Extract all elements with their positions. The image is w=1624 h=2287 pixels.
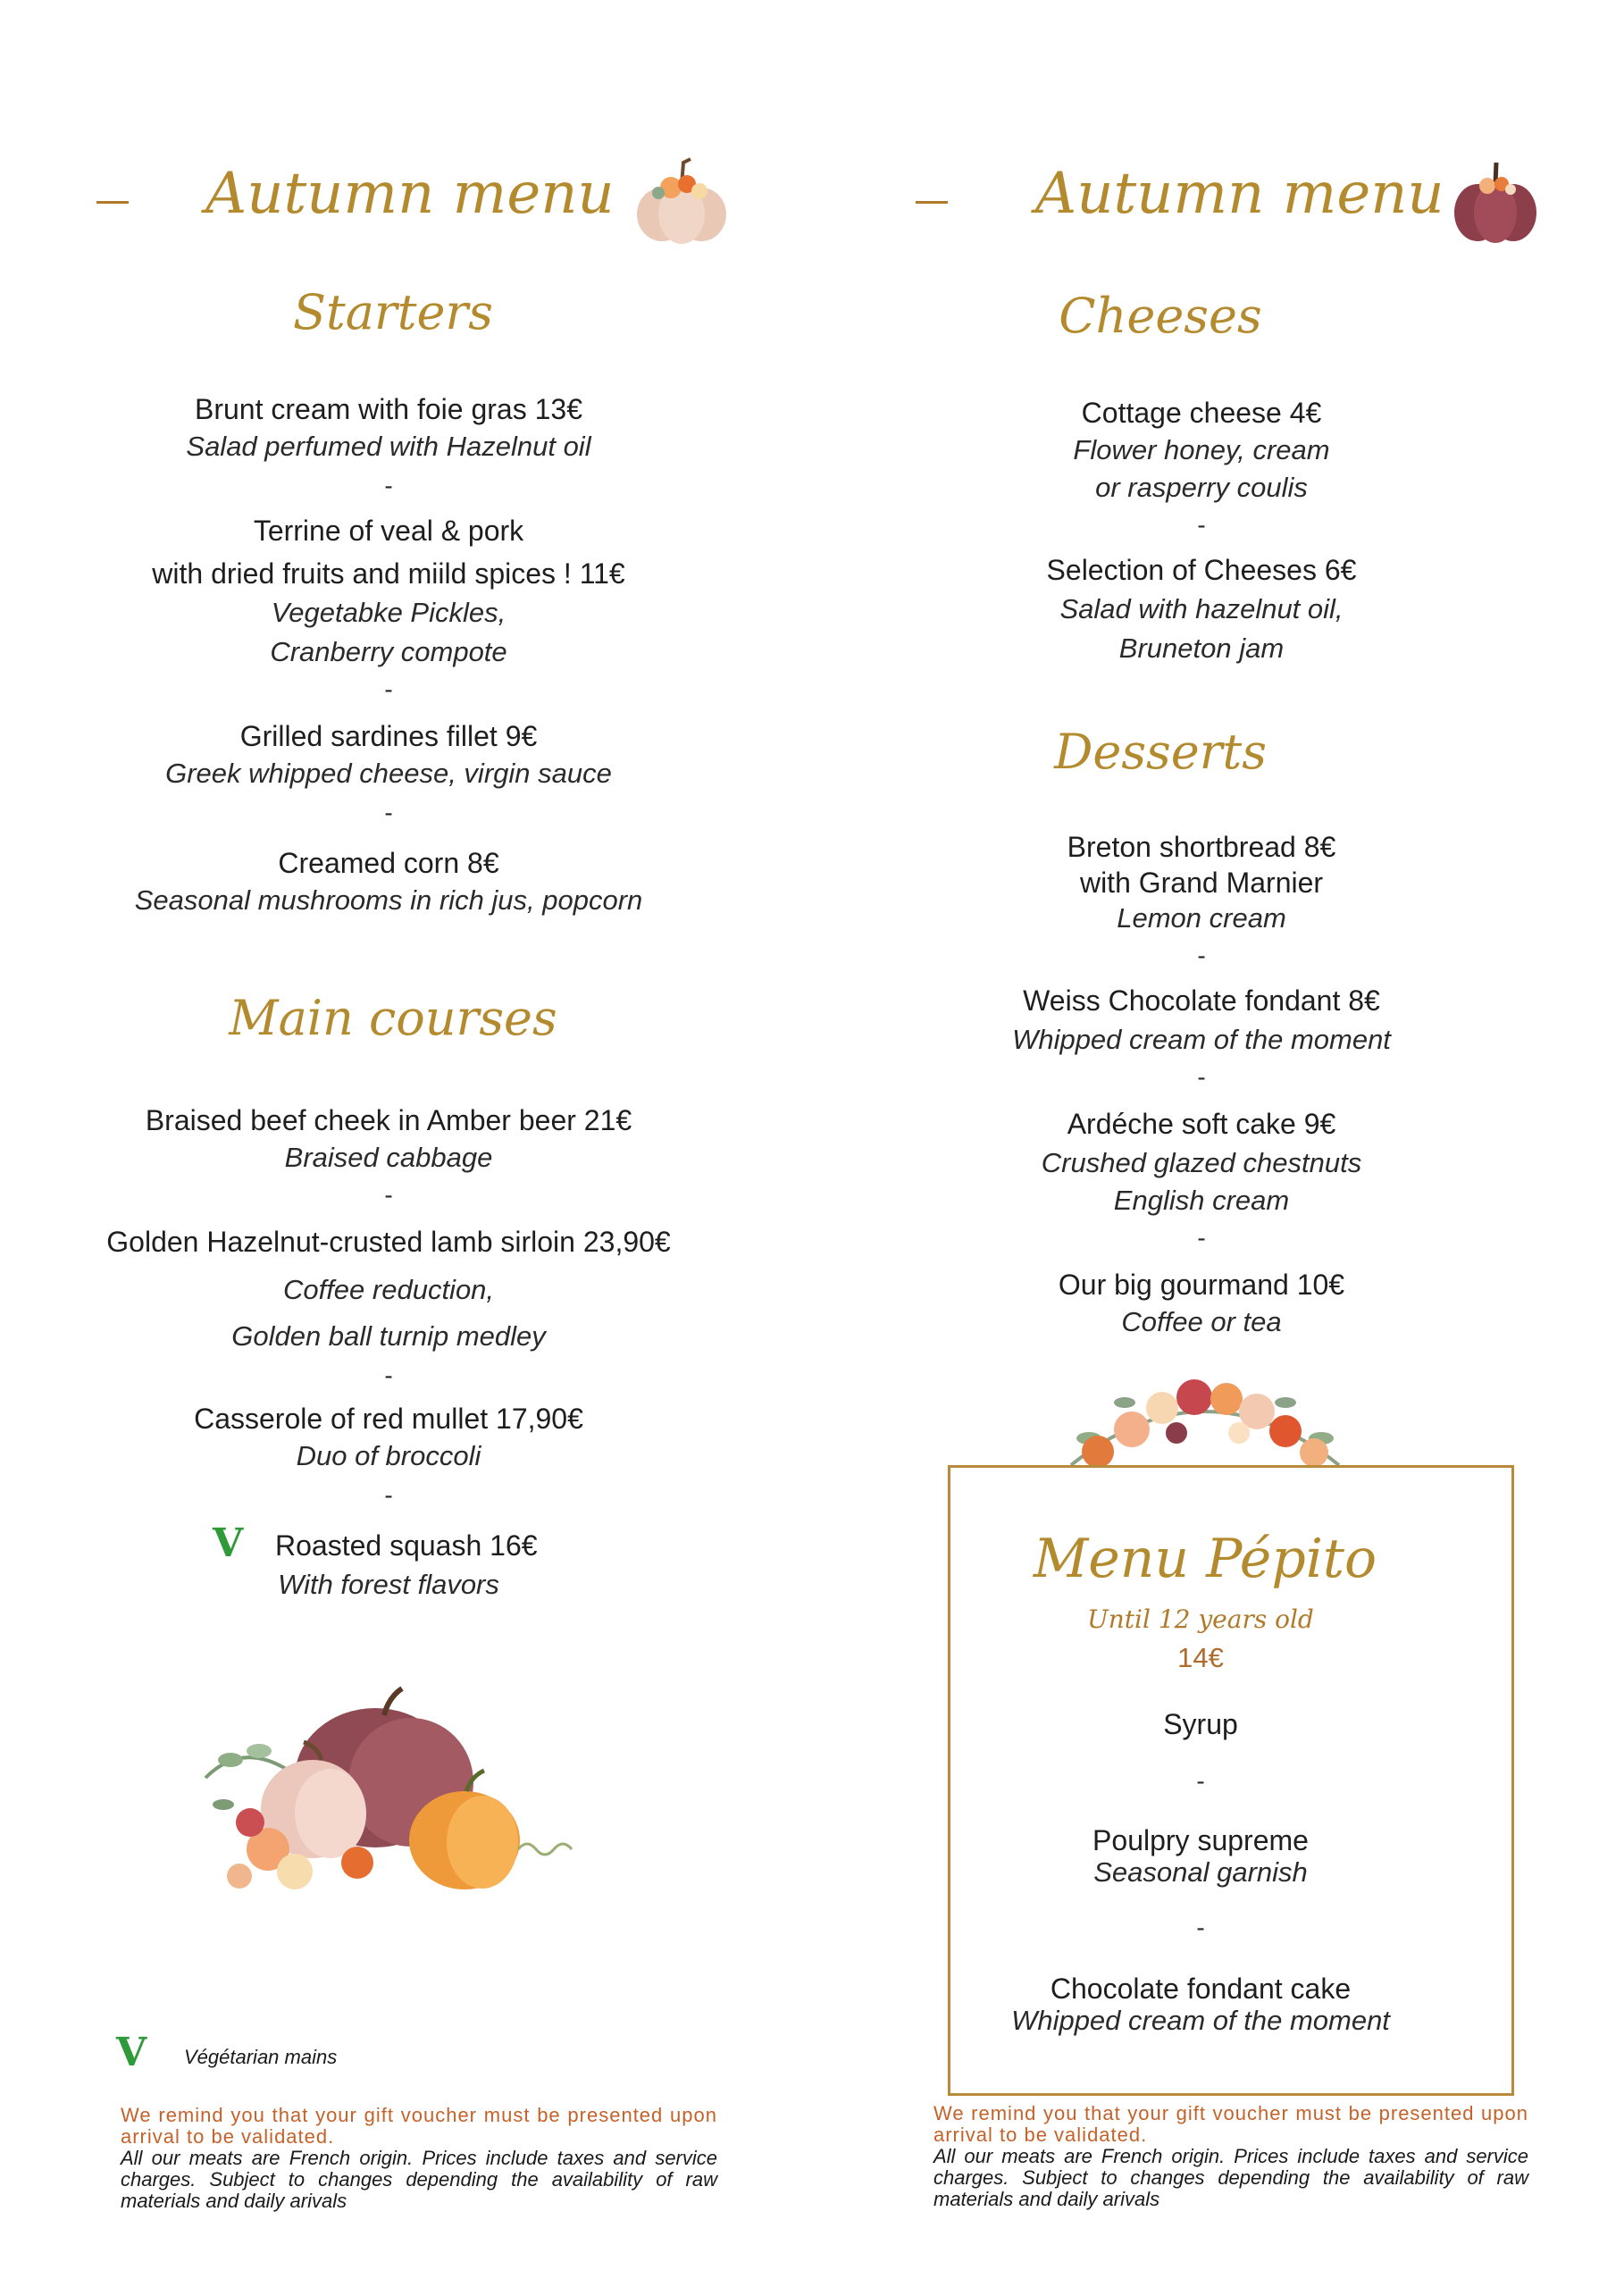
vegetarian-legend: Végétarian mains	[184, 2046, 338, 2068]
legal-notice: All our meats are French origin. Prices include taxes and service charges. Subject to changes depending the availability of raw materials and daily arivals	[933, 2145, 1528, 2210]
separator: -	[384, 1361, 393, 1389]
kids-menu-price: 14€	[1177, 1642, 1224, 1673]
menu-item-desc: Flower honey, cream	[1073, 434, 1330, 465]
menu-item-desc: Greek whipped cheese, virgin sauce	[165, 758, 612, 789]
menu-item-desc: English cream	[1113, 1185, 1290, 1216]
menu-item-name: Golden Hazelnut-crusted lamb sirloin 23,90€	[106, 1226, 671, 1258]
menu-item-name: Ardéche soft cake 9€	[1067, 1108, 1336, 1140]
vegetarian-icon: V	[213, 1520, 244, 1566]
menu-item-name: Casserole of red mullet 17,90€	[194, 1403, 583, 1435]
gift-voucher-notice: We remind you that your gift voucher must be presented upon arrival to be validated.	[933, 2102, 1528, 2146]
pumpkin-burgundy-icon	[1446, 150, 1544, 248]
kids-menu-item-desc: Seasonal garnish	[1093, 1856, 1308, 1888]
menu-item-name: Brunt cream with foie gras 13€	[195, 393, 582, 425]
menu-item-desc: Golden ball turnip medley	[231, 1320, 546, 1352]
separator: -	[1196, 1767, 1205, 1795]
legal-notice: All our meats are French origin. Prices include taxes and service charges. Subject to changes depending the availability of raw materials and daily arivals	[121, 2147, 717, 2212]
menu-item-name: Breton shortbread 8€	[1067, 831, 1336, 863]
separator: -	[384, 799, 393, 826]
separator: -	[1196, 1914, 1205, 1941]
notes-block	[121, 2105, 717, 2212]
menu-item-desc: With forest flavors	[278, 1569, 499, 1600]
gift-voucher-notice: We remind you that your gift voucher must be presented upon arrival to be validated.	[121, 2104, 717, 2148]
menu-item-name: Grilled sardines fillet 9€	[239, 720, 538, 752]
menu-item-name-line2: with dried fruits and miild spices ! 11€	[152, 557, 625, 590]
separator: -	[1197, 942, 1206, 969]
menu-item-desc: or rasperry coulis	[1095, 472, 1308, 503]
kids-menu-item-name: Syrup	[1163, 1708, 1238, 1740]
menu-title: Autumn menu	[205, 161, 615, 227]
separator: -	[1197, 1224, 1206, 1252]
kids-menu-item-name: Poulpry supreme	[1092, 1824, 1309, 1856]
menu-item-desc: Salad perfumed with Hazelnut oil	[186, 431, 591, 462]
separator: -	[1197, 1063, 1206, 1091]
section-heading-starters: Starters	[293, 284, 493, 340]
menu-item-desc: Crushed glazed chestnuts	[1041, 1147, 1362, 1178]
kids-menu-age: Until 12 years old	[1087, 1604, 1314, 1634]
menu-item-name: Cottage cheese 4€	[1081, 397, 1322, 429]
kids-menu-item-name: Chocolate fondant cake	[1050, 1973, 1352, 2005]
menu-item-name: Terrine of veal & pork	[253, 515, 524, 547]
section-heading-cheeses: Cheeses	[1059, 288, 1262, 344]
section-heading-main-courses: Main courses	[229, 990, 557, 1046]
menu-item-desc: Cranberry compote	[270, 636, 507, 667]
separator: -	[1197, 511, 1206, 539]
pumpkin-pink-icon	[628, 150, 735, 248]
menu-item-desc: Bruneton jam	[1118, 632, 1285, 664]
menu-item-name: Weiss Chocolate fondant 8€	[1023, 984, 1380, 1017]
separator: -	[384, 675, 393, 703]
pumpkin-bouquet-illustration	[188, 1671, 599, 1921]
menu-item-desc: Braised cabbage	[284, 1142, 493, 1173]
menu-item-desc: Whipped cream of the moment	[1012, 1024, 1391, 1055]
menu-item-desc: Salad with hazelnut oil,	[1059, 593, 1344, 624]
menu-item-name: Roasted squash 16€	[275, 1529, 538, 1562]
right-menu-page	[812, 0, 1624, 2287]
menu-item-desc: Duo of broccoli	[296, 1440, 481, 1471]
menu-item-desc: Lemon cream	[1117, 902, 1286, 934]
menu-item-name: Selection of Cheeses 6€	[1046, 554, 1357, 586]
section-heading-desserts: Desserts	[1054, 724, 1267, 780]
menu-item-name: Our big gourmand 10€	[1058, 1269, 1345, 1301]
separator: -	[384, 1181, 393, 1209]
menu-item-name: Braised beef cheek in Amber beer 21€	[145, 1104, 632, 1136]
menu-item-name-line2: with Grand Marnier	[1079, 867, 1324, 899]
kids-menu-title: Menu Pépito	[1033, 1528, 1377, 1590]
separator: -	[384, 472, 393, 499]
vegetarian-icon: V	[116, 2030, 147, 2075]
separator: -	[384, 1481, 393, 1509]
menu-title: Autumn menu	[1035, 161, 1444, 227]
menu-item-desc: Vegetabke Pickles,	[271, 597, 506, 628]
title-dash	[96, 201, 129, 204]
title-dash	[916, 201, 948, 204]
menu-item-desc: Seasonal mushrooms in rich jus, popcorn	[134, 884, 643, 916]
menu-item-desc: Coffee reduction,	[282, 1274, 495, 1305]
menu-item-name: Creamed corn 8€	[278, 847, 499, 879]
kids-menu-item-desc: Whipped cream of the moment	[1011, 2005, 1390, 2036]
menu-item-desc: Coffee or tea	[1121, 1306, 1282, 1337]
notes-block	[933, 2103, 1528, 2210]
